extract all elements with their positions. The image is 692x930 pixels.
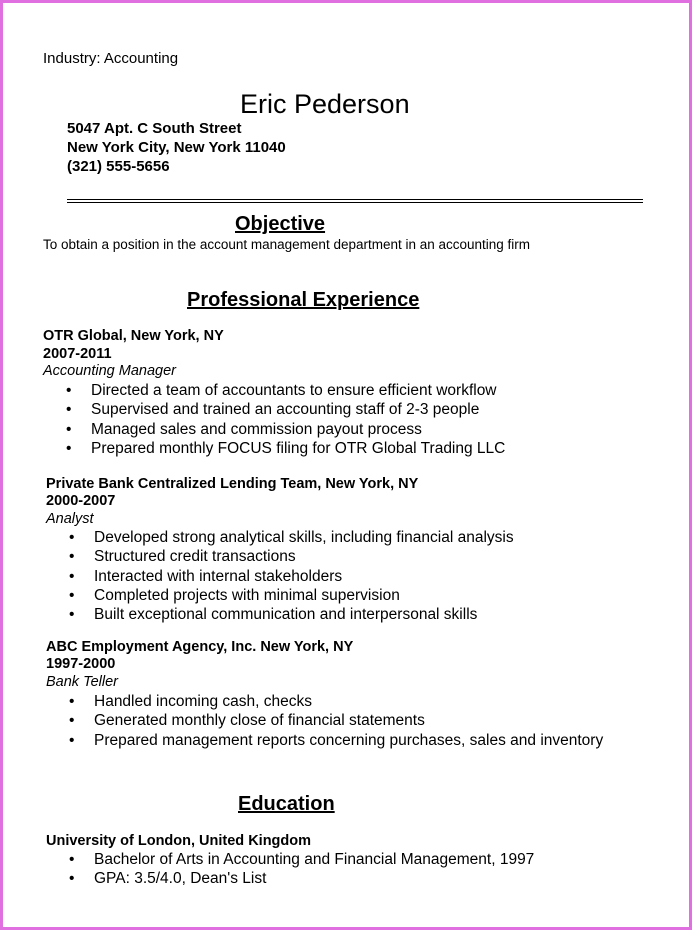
bullet-icon: • [69,731,75,749]
job-title: Bank Teller [46,674,119,690]
bullet-icon: • [69,870,75,888]
bullet-icon: • [66,382,72,399]
job-years: 2000-2007 [46,493,116,509]
experience-heading: Professional Experience [187,289,420,311]
phone-number: (321) 555-5656 [67,158,170,175]
bullet-icon: • [69,567,75,585]
list-item: • Generated monthly close of financial statements [69,712,425,730]
bullet-icon: • [66,401,72,419]
bullet-icon: • [66,439,72,457]
bullet-icon: • [66,420,72,438]
job-years: 1997-2000 [46,656,116,672]
list-item: • Bachelor of Arts in Accounting and Financial Management, 1997 [69,851,535,868]
job-title: Accounting Manager [43,363,176,379]
objective-heading: Objective [235,213,326,235]
job-title: Analyst [46,511,94,527]
industry-label: Industry: Accounting [43,50,179,67]
job-company: ABC Employment Agency, Inc. New York, NY [46,639,354,655]
education-heading: Education [238,793,335,815]
list-item: • Managed sales and commission payout process [66,420,422,438]
list-item: • Built exceptional communication and interpersonal skills [69,606,478,624]
header-divider [67,199,643,203]
bullet-icon: • [69,606,75,624]
list-item: • Prepared management reports concerning purchases, sales and inventory [69,731,604,749]
list-item: • Prepared monthly FOCUS filing for OTR Global Trading LLC [66,439,506,457]
job-bullet-list [69,528,514,624]
education-school: University of London, United Kingdom [46,833,312,849]
bullet-icon: • [69,548,75,566]
list-item: • Directed a team of accountants to ensure efficient workflow [66,382,497,399]
list-item: • Handled incoming cash, checks [69,693,312,710]
candidate-name: Eric Pederson [240,89,410,119]
list-item: • GPA: 3.5/4.0, Dean's List [69,870,267,888]
education-bullet-list [69,850,535,889]
bullet-icon: • [69,529,75,546]
address-street: 5047 Apt. C South Street [67,120,242,137]
job-company: OTR Global, New York, NY [43,328,224,344]
objective-text: To obtain a position in the account management department in an accounting firm [43,237,531,252]
bullet-icon: • [69,586,75,604]
list-item: • Developed strong analytical skills, including financial analysis [69,529,514,546]
job-bullet-list [66,381,506,458]
list-item: • Supervised and trained an accounting staff of 2-3 people [66,401,480,419]
bullet-icon: • [69,693,75,710]
job-bullet-list [69,692,604,750]
bullet-icon: • [69,851,75,868]
list-item: • Completed projects with minimal supervision [69,586,400,604]
list-item: • Structured credit transactions [69,548,296,566]
job-years: 2007-2011 [43,346,112,362]
address-city: New York City, New York 11040 [67,139,286,156]
job-company: Private Bank Centralized Lending Team, New York, NY [46,476,419,492]
list-item: • Interacted with internal stakeholders [69,567,343,585]
bullet-icon: • [69,712,75,730]
